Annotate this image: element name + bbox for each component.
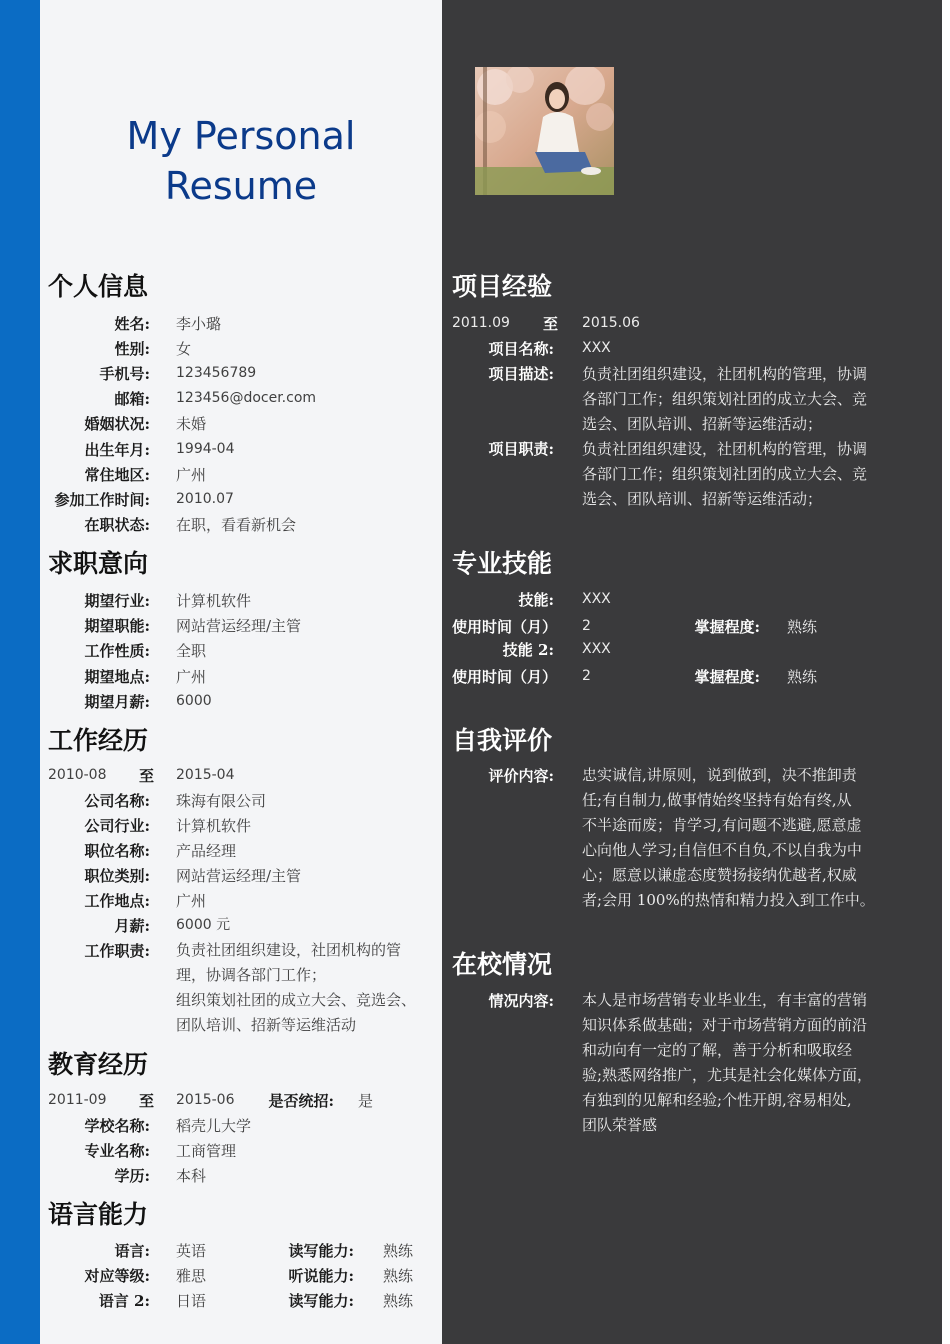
edu-date-separator: 至 [138,1092,154,1110]
skill-time-label: 使用时间（月） [452,668,558,686]
skill-level-value: 熟练 [787,668,818,686]
campus-text [582,988,922,1138]
job-intention-label: 工作性质: [84,642,150,661]
campus-label: 情况内容: [488,992,554,1010]
language-value: 日语 [176,1292,207,1310]
language-label: 语言 2: [98,1292,150,1310]
project-duty-line: 负责社团组织建设，社团机构的管理，协调 [582,440,868,458]
project-name-label: 项目名称: [488,340,554,358]
work-field-label: 月薪: [114,917,150,935]
personal-info-value: 女 [176,340,192,359]
self-eval-line: 者;会用 100%的热情和精力投入到工作中。 [582,891,875,909]
personal-info-label: 姓名: [114,315,150,333]
project-desc-label: 项目描述: [488,365,554,383]
personal-info-heading: 个人信息 [48,272,149,301]
edu-field-label: 学校名称: [84,1117,150,1135]
language-label: 语言: [114,1242,150,1260]
language-skill-label: 听说能力: [288,1267,354,1285]
personal-info-value: 在职，看看新机会 [176,515,297,534]
skills-heading: 专业技能 [452,549,553,578]
work-experience-heading: 工作经历 [48,726,149,755]
work-duty-line: 团队培训、招新等运维活动 [176,1016,357,1034]
self-eval-line: 不半途而废；肯学习,有问题不逃避,愿意虚 [582,816,862,834]
project-desc-line: 选会、团队培训、招新等运维活动； [582,415,823,433]
work-field-value: 珠海有限公司 [176,792,267,810]
campus-heading: 在校情况 [452,950,553,979]
edu-field-value: 本科 [176,1167,207,1185]
personal-info-label: 手机号: [99,365,150,384]
project-date-separator: 至 [542,315,558,333]
edu-unified-value: 是 [358,1092,374,1110]
self-eval-line: 心向他人学习;自信但不自负,不以自我为中 [582,841,862,859]
education-heading: 教育经历 [48,1050,149,1079]
language-skill-label: 读写能力: [288,1242,354,1260]
project-end-date: 2015.06 [582,315,640,331]
skill-time-value: 2 [582,618,591,634]
work-duty-line: 负责社团组织建设，社团机构的管 [176,941,402,959]
work-field-label: 公司行业: [84,817,150,835]
skill-level-label: 掌握程度: [694,618,760,636]
skill-level-value: 熟练 [787,618,818,636]
resume-title-line1: My Personal [126,114,356,158]
edu-field-value: 工商管理 [176,1142,237,1160]
languages-heading: 语言能力 [48,1200,149,1229]
work-field-value: 计算机软件 [176,817,252,835]
campus-line: 知识体系做基础；对于市场营销方面的前沿 [582,1016,868,1034]
personal-info-value: 未婚 [176,415,207,434]
language-skill-value: 熟练 [383,1242,414,1260]
work-duty-line: 组织策划社团的成立大会、竞选会、 [176,991,417,1009]
personal-info-label: 常住地区: [84,465,150,484]
profile-photo-image [475,67,614,195]
edu-field-label: 专业名称: [84,1142,150,1160]
profile-photo [475,67,614,195]
language-skill-value: 熟练 [383,1292,414,1310]
job-intention-label: 期望地点: [84,667,150,686]
work-field-label: 工作地点: [84,892,150,910]
work-field-label: 公司名称: [84,792,150,810]
personal-info-value: 李小璐 [176,315,222,333]
personal-info-value: 1994-04 [176,440,235,457]
personal-info-label: 出生年月: [84,440,150,459]
skill-value: XXX [582,641,611,657]
language-label: 对应等级: [84,1267,150,1285]
project-desc-line: 各部门工作；组织策划社团的成立大会、竞 [582,390,868,408]
work-duty-text [176,938,438,1038]
job-intention-label: 期望月薪: [84,692,150,711]
language-skill-label: 读写能力: [288,1292,354,1310]
language-value: 英语 [176,1242,207,1260]
campus-line: 有独到的见解和经验;个性开朗,容易相处, [582,1091,852,1109]
skill-value: XXX [582,591,611,607]
personal-info-label: 在职状态: [84,515,150,534]
work-field-value: 6000 元 [176,917,231,933]
work-duty-label: 工作职责: [84,942,150,960]
personal-info-value: 123456789 [176,365,257,382]
skill-time-value: 2 [582,668,591,684]
personal-info-label: 婚姻状况: [84,415,150,434]
personal-info-label: 参加工作时间: [54,490,150,509]
language-skill-value: 熟练 [383,1267,414,1285]
skill-label: 技能: [518,591,554,609]
projects-heading: 项目经验 [452,272,553,301]
work-field-label: 职位类别: [84,867,150,885]
campus-line: 验;熟悉网络推广，尤其是社会化媒体方面， [582,1066,873,1084]
project-duty-line: 各部门工作；组织策划社团的成立大会、竞 [582,465,868,483]
campus-line: 团队荣誉感 [582,1116,658,1134]
job-intention-value: 网站营运经理/主管 [176,617,302,636]
job-intention-value: 广州 [176,667,207,686]
resume-title-line2: Resume [164,164,318,208]
work-end-date: 2015-04 [176,767,235,783]
job-intention-value: 6000 [176,692,212,709]
project-name-value: XXX [582,340,611,356]
project-desc-text [582,362,922,437]
project-duty-line: 选会、团队培训、招新等运维活动； [582,490,823,508]
self-eval-line: 任;有自制力,做事情始终坚持有始有终,从 [582,791,852,809]
edu-end-date: 2015-06 [176,1092,235,1108]
work-date-separator: 至 [138,767,154,785]
personal-info-value: 2010.07 [176,490,234,507]
self-eval-label: 评价内容: [488,767,554,785]
job-intention-heading: 求职意向 [48,549,149,578]
personal-info-value: 123456@docer.com [176,390,317,407]
project-duty-label: 项目职责: [488,440,554,458]
work-field-value: 广州 [176,892,207,910]
personal-info-label: 性别: [114,340,150,359]
language-value: 雅思 [176,1267,207,1285]
edu-field-label: 学历: [114,1167,150,1185]
job-intention-value: 全职 [176,642,207,661]
campus-line: 和动向有一定的了解，善于分析和吸取经 [582,1041,853,1059]
job-intention-value: 计算机软件 [176,592,252,610]
work-field-value: 网站营运经理/主管 [176,867,302,885]
project-duty-text [582,437,922,512]
job-intention-label: 期望行业: [84,592,150,610]
edu-field-value: 稻壳儿大学 [176,1117,252,1135]
skill-level-label: 掌握程度: [694,668,760,686]
campus-line: 本人是市场营销专业毕业生，有丰富的营销 [582,991,868,1009]
work-start-date: 2010-08 [48,767,107,783]
edu-start-date: 2011-09 [48,1092,107,1108]
work-field-value: 产品经理 [176,842,237,860]
personal-info-value: 广州 [176,465,207,484]
self-eval-heading: 自我评价 [452,726,553,755]
personal-info-label: 邮箱: [114,390,150,409]
work-duty-line: 理，协调各部门工作； [176,966,327,984]
edu-unified-label: 是否统招: [268,1092,334,1110]
self-eval-line: 心；愿意以谦虚态度赞扬接纳优越者,权威 [582,866,857,884]
self-eval-text [582,763,922,913]
project-start-date: 2011.09 [452,315,510,331]
accent-bar [0,0,40,1344]
project-desc-line: 负责社团组织建设，社团机构的管理，协调 [582,365,868,383]
right-margin [942,0,950,1344]
self-eval-line: 忠实诚信,讲原则，说到做到，决不推卸责 [582,766,857,784]
work-field-label: 职位名称: [84,842,150,860]
skill-label: 技能 2: [502,641,554,659]
job-intention-label: 期望职能: [84,617,150,636]
skill-time-label: 使用时间（月） [452,618,558,636]
